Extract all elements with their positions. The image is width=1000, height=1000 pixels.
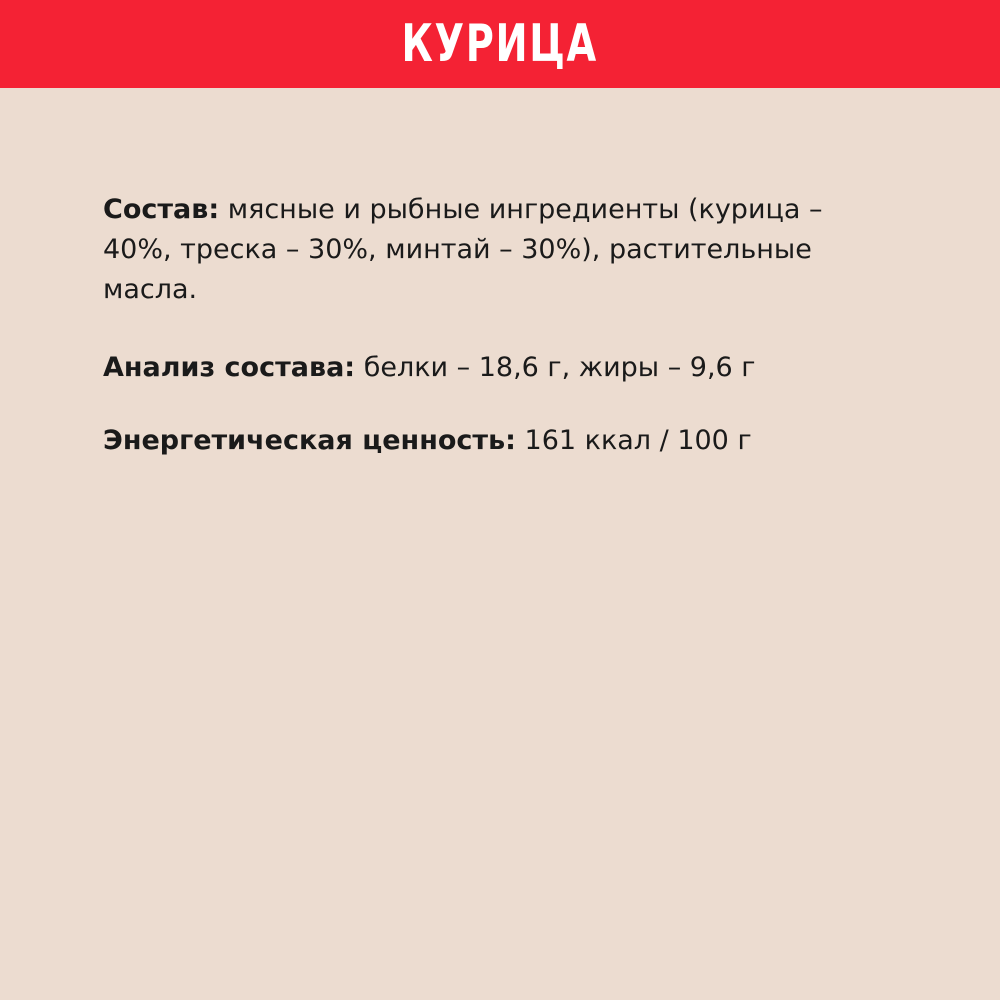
analysis-value: белки – 18,6 г, жиры – 9,6 г bbox=[363, 351, 756, 383]
energy-paragraph bbox=[103, 421, 898, 461]
product-info-content bbox=[103, 190, 903, 461]
composition-value: мясные и рыбные ингредиенты (курица – 40%, треска – 30%, минтай – 30%), растительные масла. bbox=[103, 194, 823, 305]
header-bar bbox=[0, 0, 1000, 88]
energy-label: Энергетическая ценность: bbox=[103, 424, 516, 456]
energy-value: 161 ккал / 100 г bbox=[524, 424, 752, 456]
page-title: КУРИЦА bbox=[401, 14, 599, 74]
composition-label: Состав: bbox=[103, 194, 220, 225]
analysis-paragraph bbox=[103, 348, 898, 388]
analysis-label: Анализ состава: bbox=[103, 351, 356, 383]
composition-paragraph bbox=[103, 190, 898, 310]
